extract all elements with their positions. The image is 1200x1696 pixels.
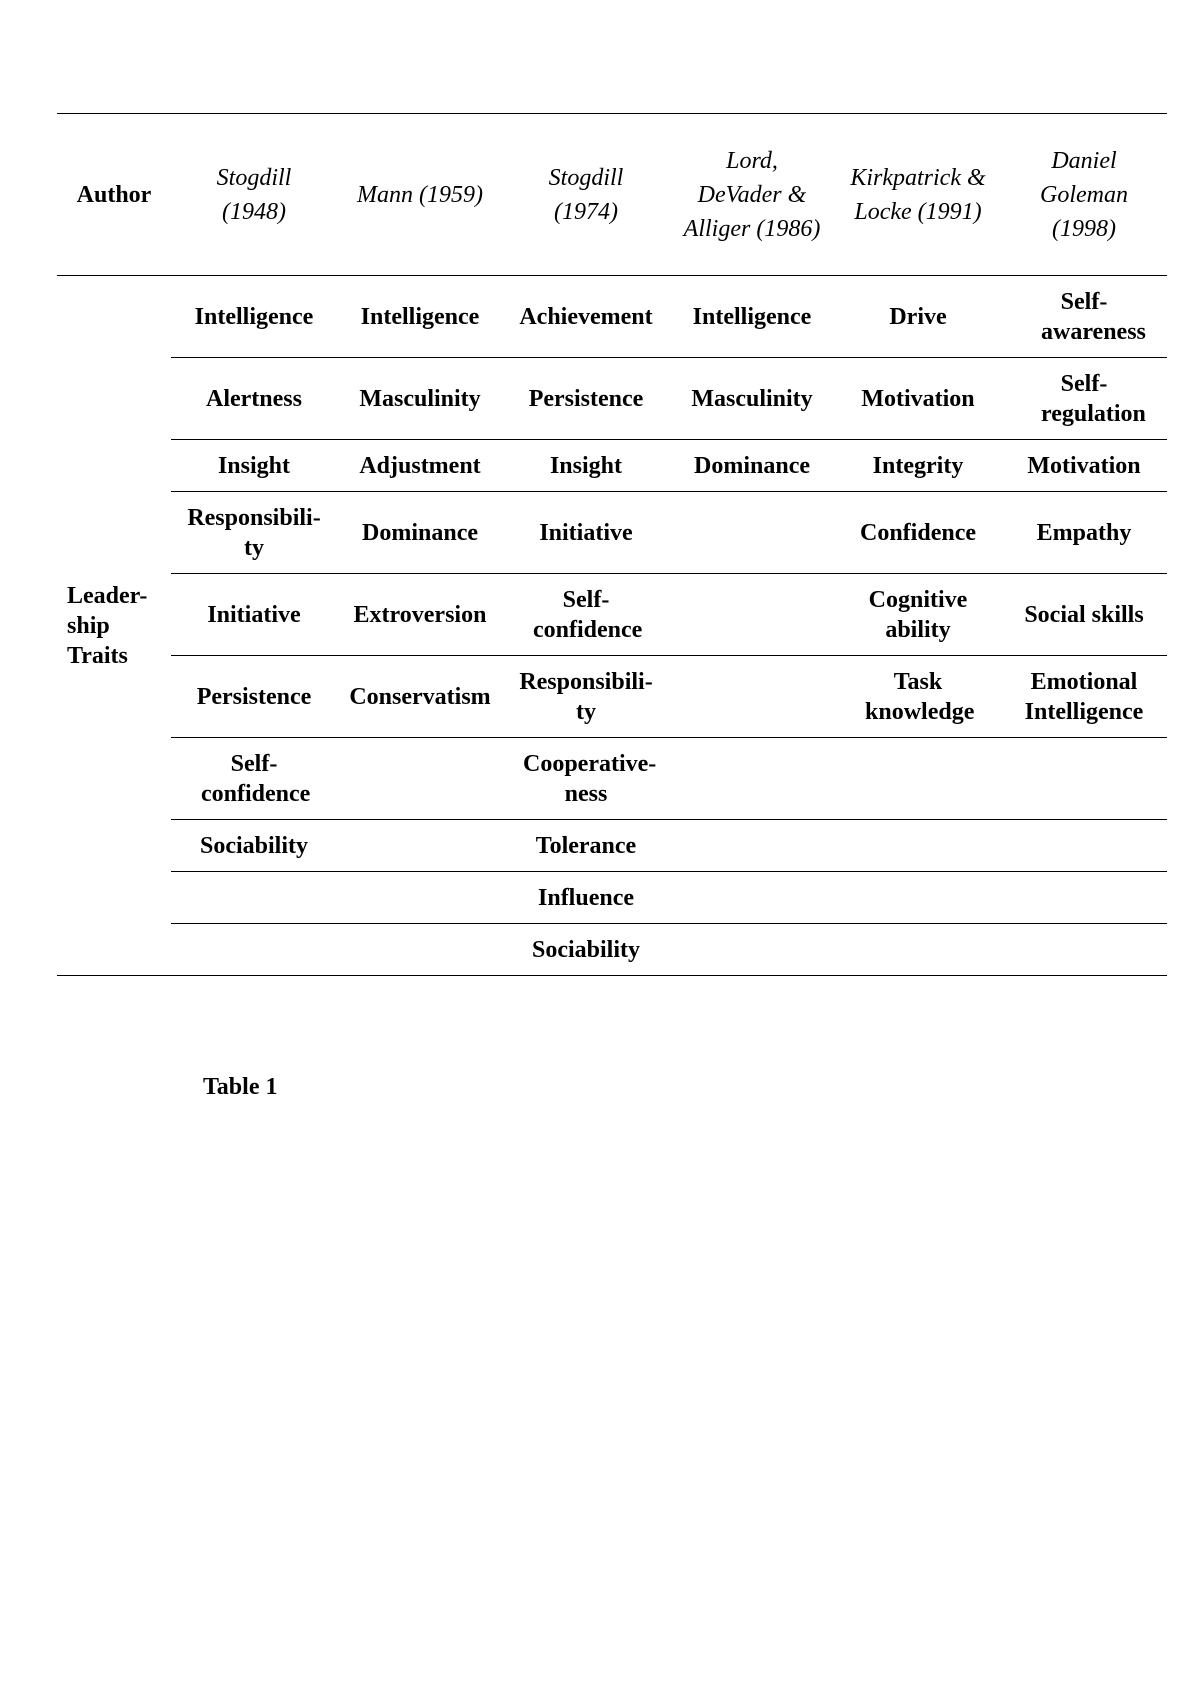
table-row [57, 738, 1167, 820]
table-cell [337, 738, 503, 820]
table-cell [1001, 924, 1167, 976]
table-cell: Persistence [503, 358, 669, 440]
table-cell [337, 924, 503, 976]
table-cell: Cooperative-ness [503, 738, 669, 820]
table-row [57, 820, 1167, 872]
author-column-header: Stogdill (1948) [171, 114, 337, 276]
table-cell [835, 738, 1001, 820]
table-row [57, 276, 1167, 358]
table-cell: Sociability [171, 820, 337, 872]
author-column-header: Daniel Goleman (1998) [1001, 114, 1167, 276]
table-cell: Tolerance [503, 820, 669, 872]
table-cell: Drive [835, 276, 1001, 358]
table-row [57, 656, 1167, 738]
table-cell: Responsibili-ty [171, 492, 337, 574]
table-cell: Intelligence [171, 276, 337, 358]
table-cell: Responsibili-ty [503, 656, 669, 738]
table-cell: Self-awareness [1001, 276, 1167, 358]
table-cell: Self-regulation [1001, 358, 1167, 440]
table-cell: Self-confidence [503, 574, 669, 656]
table-cell [669, 924, 835, 976]
table-cell [835, 820, 1001, 872]
table-cell: Influence [503, 872, 669, 924]
table-cell [669, 738, 835, 820]
table-cell [337, 820, 503, 872]
author-column-header: Kirkpatrick & Locke (1991) [835, 114, 1001, 276]
table-row [57, 872, 1167, 924]
table-cell: Social skills [1001, 574, 1167, 656]
table-cell: Initiative [171, 574, 337, 656]
table-cell: Self-confidence [171, 738, 337, 820]
table-cell: Dominance [669, 440, 835, 492]
table-cell: Extroversion [337, 574, 503, 656]
table-cell: Initiative [503, 492, 669, 574]
table-row [57, 440, 1167, 492]
table-cell: Insight [503, 440, 669, 492]
table-cell [669, 872, 835, 924]
table-cell: Cognitive ability [835, 574, 1001, 656]
table-cell [1001, 738, 1167, 820]
table-cell: Adjustment [337, 440, 503, 492]
table-cell: Intelligence [669, 276, 835, 358]
table-cell: Masculinity [669, 358, 835, 440]
table-cell [835, 872, 1001, 924]
table-cell: Achievement [503, 276, 669, 358]
table-row [57, 574, 1167, 656]
table-cell [1001, 820, 1167, 872]
table-caption: Table 1 [203, 1074, 278, 1100]
table-cell: Integrity [835, 440, 1001, 492]
leadership-traits-table [57, 113, 1167, 976]
author-column-header: Mann (1959) [337, 114, 503, 276]
table-cell: Emotional Intelligence [1001, 656, 1167, 738]
table-cell [669, 820, 835, 872]
table-cell: Dominance [337, 492, 503, 574]
table-cell [171, 924, 337, 976]
table-cell: Conservatism [337, 656, 503, 738]
table-body [57, 276, 1167, 976]
author-column-header: Stogdill (1974) [503, 114, 669, 276]
table-cell: Masculinity [337, 358, 503, 440]
table-cell: Confidence [835, 492, 1001, 574]
table-cell: Task knowledge [835, 656, 1001, 738]
author-header: Author [57, 114, 171, 276]
author-column-header: Lord, DeVader & Alliger (1986) [669, 114, 835, 276]
table-cell [669, 492, 835, 574]
table-cell [669, 574, 835, 656]
table-row [57, 924, 1167, 976]
table-cell [835, 924, 1001, 976]
table-cell [171, 872, 337, 924]
table-cell: Motivation [1001, 440, 1167, 492]
table-cell: Sociability [503, 924, 669, 976]
table-cell [1001, 872, 1167, 924]
table-cell: Empathy [1001, 492, 1167, 574]
table-cell [669, 656, 835, 738]
leadership-traits-label: Leader-ship Traits [57, 276, 171, 976]
table-cell: Alertness [171, 358, 337, 440]
table-row [57, 492, 1167, 574]
table-row [57, 358, 1167, 440]
table-cell: Motivation [835, 358, 1001, 440]
table-header-row [57, 114, 1167, 276]
table-cell: Intelligence [337, 276, 503, 358]
table-cell [337, 872, 503, 924]
table-cell: Insight [171, 440, 337, 492]
table-cell: Persistence [171, 656, 337, 738]
